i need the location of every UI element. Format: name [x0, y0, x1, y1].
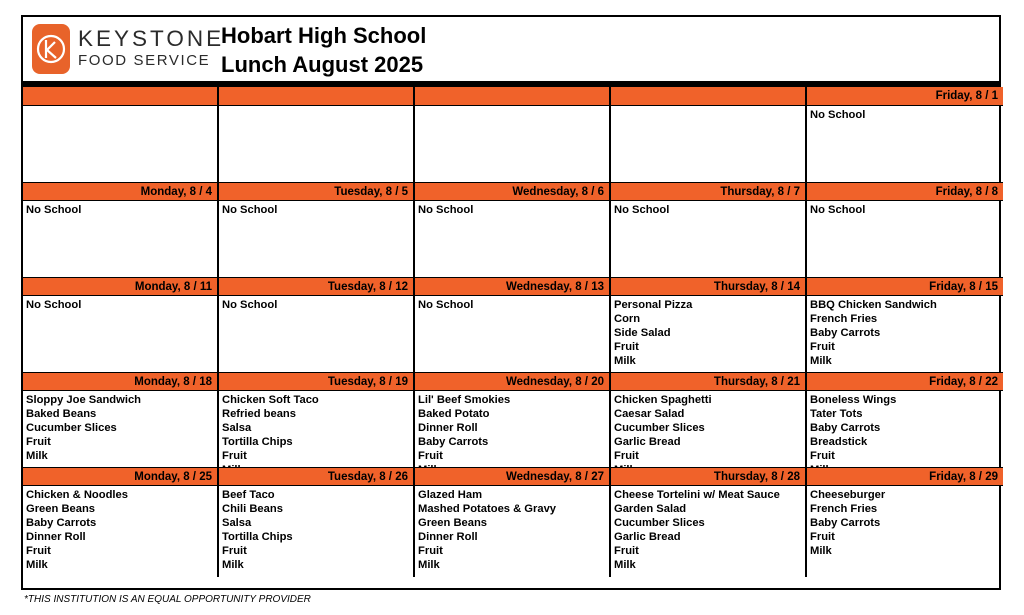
day-label: Friday, 8 / 8: [807, 182, 1003, 201]
menu-item: Boneless Wings: [810, 394, 897, 406]
menu-item: Fruit: [614, 341, 639, 354]
menu-sheet: [21, 15, 1001, 590]
menu-item: Dinner Roll: [418, 531, 478, 544]
menu-item: No School: [222, 299, 278, 311]
school-name: Hobart High School: [221, 23, 427, 48]
day-cell: [807, 182, 1003, 277]
brand-subtitle: FOOD SERVICE: [78, 52, 211, 69]
menu-item: No School: [418, 299, 474, 311]
day-label: Wednesday, 8 / 6: [415, 182, 609, 201]
menu-item: No School: [418, 204, 474, 216]
day-label: [23, 87, 217, 106]
day-label: Thursday, 8 / 14: [611, 277, 805, 296]
day-cell: [611, 182, 807, 277]
menu-item: Tortilla Chips: [222, 436, 293, 449]
day-label: Friday, 8 / 1: [807, 87, 1003, 106]
menu-item: Fruit: [26, 545, 51, 558]
week-row: [23, 467, 999, 577]
menu-item: No School: [810, 109, 866, 121]
day-menu: [23, 391, 217, 467]
menu-item: Baby Carrots: [810, 327, 881, 340]
menu-item: Milk: [810, 545, 832, 558]
menu-item: Garlic Bread: [614, 436, 681, 449]
menu-item: Green Beans: [418, 517, 488, 530]
day-label: Monday, 8 / 4: [23, 182, 217, 201]
menu-item: Chicken Spaghetti: [614, 394, 712, 406]
menu-item: Milk: [614, 559, 636, 572]
menu-item: Milk: [26, 559, 48, 572]
day-label: Wednesday, 8 / 20: [415, 372, 609, 391]
menu-item: Side Salad: [614, 327, 671, 340]
menu-item: Baby Carrots: [418, 436, 489, 449]
menu-item: Caesar Salad: [614, 408, 685, 421]
day-menu: [611, 201, 805, 277]
day-label: Friday, 8 / 22: [807, 372, 1003, 391]
menu-item: Beef Taco: [222, 489, 275, 501]
menu-item: Dinner Roll: [418, 422, 478, 435]
day-label: Monday, 8 / 11: [23, 277, 217, 296]
day-cell: [807, 87, 1003, 182]
menu-title: Lunch August 2025: [221, 52, 424, 77]
day-menu: [219, 296, 413, 372]
menu-item: Fruit: [614, 450, 639, 463]
day-menu: [807, 106, 1003, 182]
menu-item: Sloppy Joe Sandwich: [26, 394, 142, 406]
day-cell: [219, 87, 415, 182]
day-cell: [219, 277, 415, 372]
day-label: Monday, 8 / 25: [23, 467, 217, 486]
menu-item: Fruit: [614, 545, 639, 558]
menu-item: Garlic Bread: [614, 531, 681, 544]
header: [23, 17, 999, 87]
day-label: Wednesday, 8 / 13: [415, 277, 609, 296]
day-label: Friday, 8 / 15: [807, 277, 1003, 296]
day-menu: [219, 201, 413, 277]
day-menu: [23, 296, 217, 372]
day-cell: [415, 277, 611, 372]
day-cell: [807, 467, 1003, 577]
day-cell: [611, 467, 807, 577]
day-menu: [219, 391, 413, 467]
day-cell: [23, 277, 219, 372]
day-menu: [611, 296, 805, 372]
menu-item: Fruit: [810, 341, 835, 354]
day-cell: [23, 87, 219, 182]
day-label: Friday, 8 / 29: [807, 467, 1003, 486]
brand-name: KEYSTONE: [78, 26, 225, 51]
menu-item: Baked Potato: [418, 408, 490, 421]
menu-item: Fruit: [810, 531, 835, 544]
menu-item: Fruit: [810, 450, 835, 463]
menu-item: Garden Salad: [614, 503, 687, 516]
menu-item: No School: [26, 204, 82, 216]
day-menu: [611, 391, 805, 467]
menu-item: No School: [810, 204, 866, 216]
menu-item: Milk: [810, 355, 832, 368]
menu-item: Fruit: [222, 545, 247, 558]
day-label: [219, 87, 413, 106]
day-cell: [807, 372, 1003, 467]
day-cell: [611, 277, 807, 372]
menu-item: Baked Beans: [26, 408, 97, 421]
day-label: Thursday, 8 / 7: [611, 182, 805, 201]
week-row: [23, 182, 999, 277]
menu-item: Baby Carrots: [26, 517, 97, 530]
menu-item: Fruit: [418, 450, 443, 463]
menu-item: Milk: [614, 355, 636, 368]
menu-item: Mashed Potatoes & Gravy: [418, 503, 557, 516]
day-menu: [23, 201, 217, 277]
day-cell: [611, 87, 807, 182]
menu-item: French Fries: [810, 503, 878, 516]
menu-item: Cheese Tortelini w/ Meat Sauce: [614, 489, 780, 501]
menu-item: Chicken & Noodles: [26, 489, 128, 501]
day-cell: [807, 277, 1003, 372]
day-menu: [415, 486, 609, 577]
day-label: Tuesday, 8 / 12: [219, 277, 413, 296]
day-menu: [807, 296, 1003, 372]
day-label: Thursday, 8 / 28: [611, 467, 805, 486]
day-cell: [23, 467, 219, 577]
menu-item: Chili Beans: [222, 503, 283, 516]
menu-item: Lil' Beef Smokies: [418, 394, 511, 406]
day-label: Tuesday, 8 / 5: [219, 182, 413, 201]
day-menu: [611, 106, 805, 182]
day-label: Monday, 8 / 18: [23, 372, 217, 391]
day-cell: [23, 182, 219, 277]
menu-item: Baby Carrots: [810, 517, 881, 530]
menu-item: Salsa: [222, 422, 252, 435]
day-label: Thursday, 8 / 21: [611, 372, 805, 391]
menu-item: French Fries: [810, 313, 878, 326]
day-menu: [807, 486, 1003, 577]
title-block: [221, 21, 426, 79]
menu-item: No School: [26, 299, 82, 311]
menu-item: Breadstick: [810, 436, 868, 449]
menu-item: Cucumber Slices: [26, 422, 117, 435]
calendar-grid: [23, 87, 999, 577]
menu-item: Salsa: [222, 517, 252, 530]
menu-item: Green Beans: [26, 503, 96, 516]
menu-item: Glazed Ham: [418, 489, 483, 501]
day-menu: [415, 391, 609, 467]
day-menu: [219, 106, 413, 182]
menu-item: Corn: [614, 313, 641, 326]
brand-logo: [32, 24, 225, 74]
week-row: [23, 277, 999, 372]
menu-item: Cucumber Slices: [614, 422, 705, 435]
menu-item: Fruit: [222, 450, 247, 463]
menu-item: Milk: [26, 450, 48, 463]
menu-item: No School: [614, 204, 670, 216]
day-menu: [219, 486, 413, 577]
keystone-k-logo-icon: [32, 24, 70, 74]
day-label: [611, 87, 805, 106]
menu-item: Fruit: [418, 545, 443, 558]
week-row: [23, 372, 999, 467]
week-row: [23, 87, 999, 182]
day-cell: [611, 372, 807, 467]
day-cell: [23, 372, 219, 467]
day-cell: [415, 182, 611, 277]
footer-notice: *THIS INSTITUTION IS AN EQUAL OPPORTUNITY PROVIDER: [24, 594, 311, 605]
day-menu: [415, 296, 609, 372]
day-menu: [23, 106, 217, 182]
menu-item: Chicken Soft Taco: [222, 394, 319, 406]
menu-item: BBQ Chicken Sandwich: [810, 299, 937, 311]
day-cell: [219, 372, 415, 467]
day-label: Wednesday, 8 / 27: [415, 467, 609, 486]
day-label: Tuesday, 8 / 26: [219, 467, 413, 486]
day-menu: [415, 106, 609, 182]
menu-item: Baby Carrots: [810, 422, 881, 435]
day-menu: [807, 201, 1003, 277]
day-menu: [23, 486, 217, 577]
menu-item: Cheeseburger: [810, 489, 886, 501]
day-label: Tuesday, 8 / 19: [219, 372, 413, 391]
day-cell: [415, 467, 611, 577]
menu-item: Tortilla Chips: [222, 531, 293, 544]
menu-item: Dinner Roll: [26, 531, 86, 544]
menu-item: Tater Tots: [810, 408, 863, 421]
menu-item: No School: [222, 204, 278, 216]
menu-item: Personal Pizza: [614, 299, 693, 311]
menu-item: Milk: [418, 559, 440, 572]
day-cell: [219, 182, 415, 277]
menu-item: Milk: [222, 559, 244, 572]
day-label: [415, 87, 609, 106]
day-cell: [219, 467, 415, 577]
day-cell: [415, 372, 611, 467]
menu-item: Cucumber Slices: [614, 517, 705, 530]
menu-item: Refried beans: [222, 408, 296, 421]
day-menu: [611, 486, 805, 577]
day-cell: [415, 87, 611, 182]
day-menu: [807, 391, 1003, 467]
day-menu: [415, 201, 609, 277]
menu-item: Fruit: [26, 436, 51, 449]
